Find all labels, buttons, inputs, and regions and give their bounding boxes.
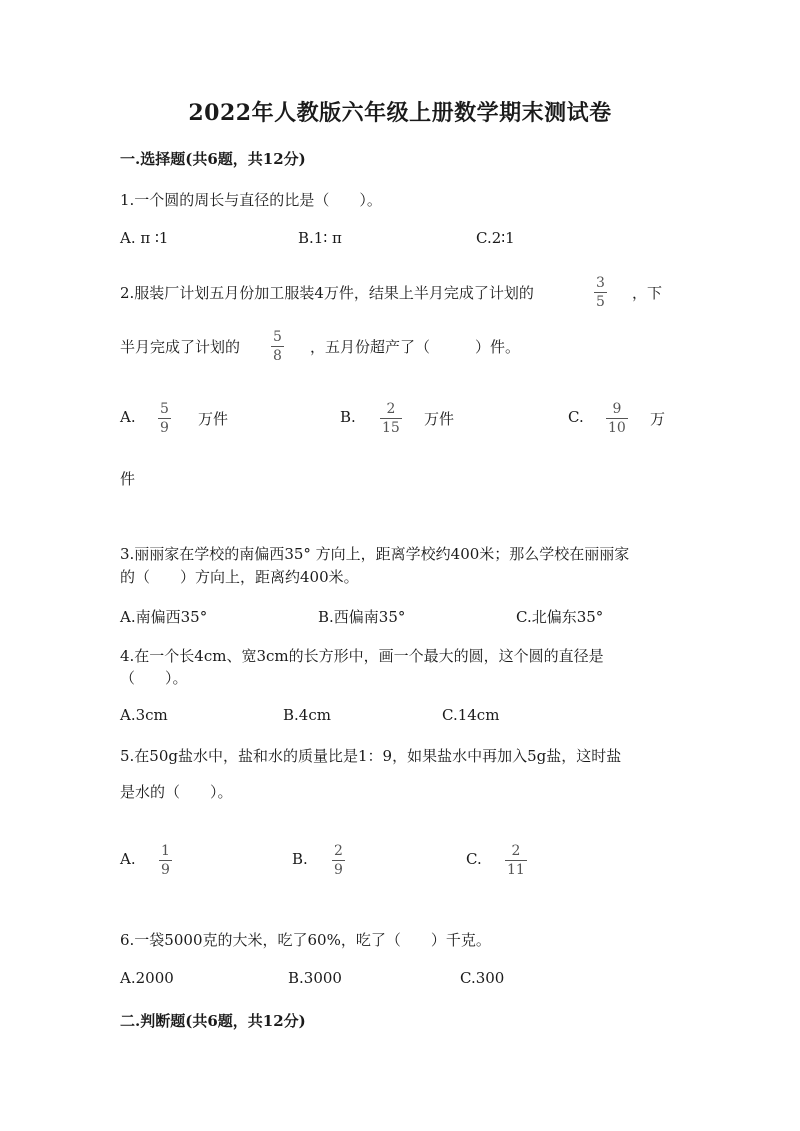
fraction-numerator: 1 [161, 843, 170, 859]
question-2-option-c-fraction [606, 402, 628, 435]
question-1-text: 1.一个圆的周长与直径的比是（ ）。 [120, 191, 382, 209]
question-3-line2: 的（ ）方向上，距离约400米。 [120, 568, 359, 586]
section-heading-judgement: 二.判断题(共6题，共12分) [120, 1012, 306, 1030]
question-2-option-b-fraction [380, 402, 402, 435]
question-2-line1-end: ，下 [632, 284, 663, 302]
question-2-option-b-unit: 万件 [424, 410, 455, 428]
question-6-text: 6.一袋5000克的大米，吃了60%，吃了（ ）千克。 [120, 931, 491, 949]
fraction-denominator: 9 [334, 862, 343, 878]
question-5-line2: 是水的（ ）。 [120, 783, 233, 801]
page-title: 2022年人教版六年级上册数学期末测试卷 [188, 100, 612, 126]
question-2-fraction-five-eighths [271, 330, 284, 363]
fraction-numerator: 2 [334, 843, 343, 859]
question-4-option-b[interactable]: B.4cm [283, 706, 331, 724]
question-4-option-a[interactable]: A.3cm [120, 706, 168, 724]
question-1-option-c[interactable]: C.2∶1 [476, 229, 515, 247]
question-6-option-c[interactable]: C.300 [460, 969, 505, 987]
question-2-option-a-unit: 万件 [198, 410, 229, 428]
fraction-numerator: 5 [273, 329, 282, 345]
question-2-option-b-label[interactable]: B. [340, 408, 356, 426]
question-2-option-c-unit-wrap: 件 [120, 470, 136, 488]
fraction-numerator: 2 [386, 401, 396, 417]
fraction-numerator: 2 [511, 843, 521, 859]
fraction-numerator: 5 [160, 401, 169, 417]
question-2-line1: 2.服装厂计划五月份加工服装4万件，结果上半月完成了计划的 [120, 284, 534, 302]
question-3-line1: 3.丽丽家在学校的南偏西35° 方向上，距离学校约400米；那么学校在丽丽家 [120, 545, 630, 563]
question-2-option-c-label[interactable]: C. [568, 408, 584, 426]
fraction-denominator: 5 [596, 294, 605, 310]
fraction-denominator: 9 [160, 420, 169, 436]
question-3-option-a[interactable]: A.南偏西35° [120, 608, 208, 626]
question-2-line2-end: ，五月份超产了（ ）件。 [310, 338, 521, 356]
question-6-option-b[interactable]: B.3000 [288, 969, 342, 987]
question-5-option-a-fraction [159, 844, 172, 877]
question-1-option-b[interactable]: B.1∶ π [298, 229, 342, 247]
question-4-line1: 4.在一个长4cm、宽3cm的长方形中，画一个最大的圆，这个圆的直径是 [120, 647, 604, 665]
question-2-fraction-three-fifths [594, 276, 607, 309]
fraction-numerator: 9 [612, 401, 622, 417]
question-5-line1: 5.在50g盐水中，盐和水的质量比是1：9，如果盐水中再加入5g盐，这时盐 [120, 747, 622, 765]
question-4-option-c[interactable]: C.14cm [442, 706, 500, 724]
question-2-option-a-fraction [158, 402, 171, 435]
fraction-denominator: 8 [273, 348, 282, 364]
fraction-denominator: 10 [608, 420, 626, 436]
question-4-line2: （ ）。 [120, 669, 188, 687]
fraction-denominator: 11 [507, 862, 525, 878]
question-5-option-c-fraction [505, 844, 527, 877]
section-heading-choice: 一.选择题(共6题，共12分) [120, 150, 306, 168]
question-5-option-c-label[interactable]: C. [466, 850, 482, 868]
question-2-option-a-label[interactable]: A. [120, 408, 136, 426]
question-5-option-a-label[interactable]: A. [120, 850, 136, 868]
question-3-option-b[interactable]: B.西偏南35° [318, 608, 406, 626]
question-3-option-c[interactable]: C.北偏东35° [516, 608, 604, 626]
question-2-option-c-unit: 万 [650, 410, 666, 428]
question-2-line2: 半月完成了计划的 [120, 338, 241, 356]
question-6-option-a[interactable]: A.2000 [120, 969, 174, 987]
question-1-option-a[interactable]: A. π ∶1 [120, 229, 169, 247]
question-5-option-b-fraction [332, 844, 345, 877]
question-5-option-b-label[interactable]: B. [292, 850, 308, 868]
fraction-denominator: 9 [161, 862, 170, 878]
fraction-numerator: 3 [596, 275, 605, 291]
fraction-denominator: 15 [382, 420, 400, 436]
